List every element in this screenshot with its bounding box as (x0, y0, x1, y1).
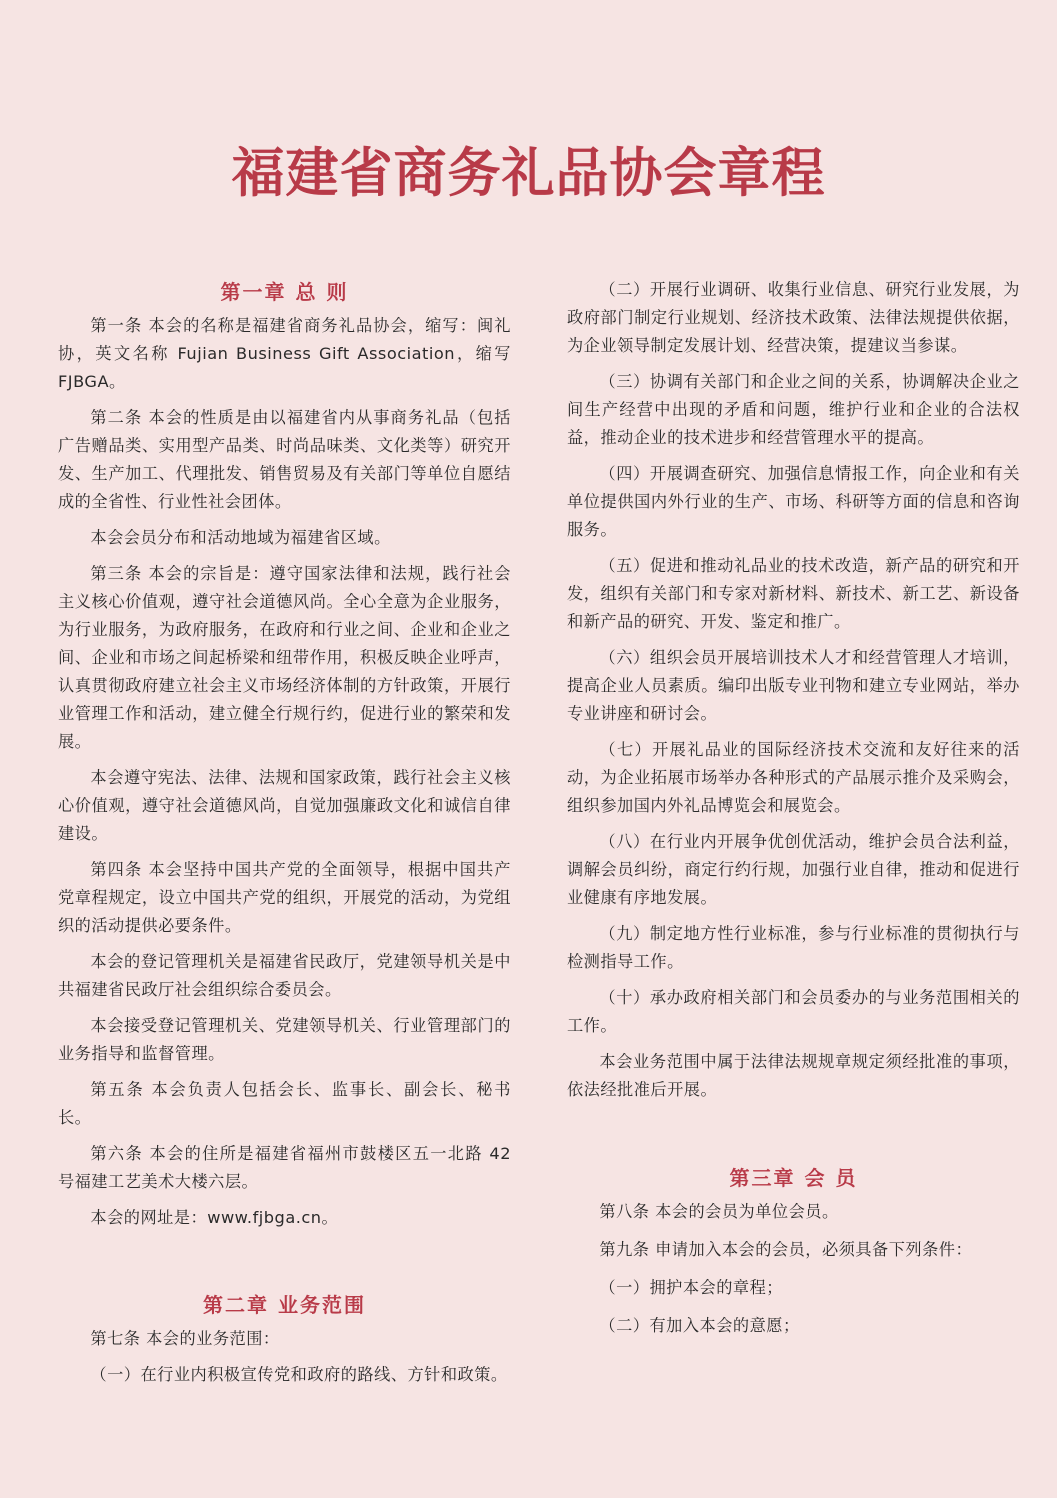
constitution-compliance-paragraph: 本会遵守宪法、法律、法规和国家政策，践行社会主义核心价值观，遵守社会道德风尚，自觉加强廉政文化和诚信自律建设。 (58, 768, 511, 843)
left-column (58, 278, 511, 1397)
member-region-paragraph: 本会会员分布和活动地域为福建省区域。 (90, 528, 391, 547)
business-scope-item-5: （五）促进和推动礼品业的技术改造，新产品的研究和开发，组织有关部门和专家对新材料、新技术、新工艺、新设备和新产品的研究、开发、鉴定和推广。 (567, 556, 1020, 631)
chapter-1-heading: 第一章 总 则 (220, 280, 349, 304)
business-scope-item-1: （一）在行业内积极宣传党和政府的路线、方针和政策。 (90, 1365, 508, 1384)
business-scope-item-9: （九）制定地方性行业标准，参与行业标准的贯彻执行与检测指导工作。 (567, 924, 1020, 971)
approval-paragraph: 本会业务范围中属于法律法规规章规定须经批准的事项，依法经批准后开展。 (567, 1052, 1020, 1099)
business-scope-item-7: （七）开展礼品业的国际经济技术交流和友好往来的活动，为企业拓展市场举办各种形式的产品展示推介及采购会，组织参加国内外礼品博览会和展览会。 (567, 740, 1020, 815)
chapter-3-heading: 第三章 会 员 (729, 1166, 858, 1190)
registration-authority-paragraph: 本会的登记管理机关是福建省民政厅，党建领导机关是中共福建省民政厅社会组织综合委员会。 (58, 952, 511, 999)
business-scope-item-2: （二）开展行业调研、收集行业信息、研究行业发展，为政府部门制定行业规划、经济技术政策、法律法规提供依据，为企业领导制定发展计划、经营决策，提建议当参谋。 (567, 280, 1020, 355)
website-paragraph: 本会的网址是：www.fjbga.cn。 (90, 1208, 339, 1227)
business-scope-item-3: （三）协调有关部门和企业之间的关系，协调解决企业之间生产经营中出现的矛盾和问题，维护行业和企业的合法权益，推动企业的技术进步和经营管理水平的提高。 (567, 372, 1020, 447)
article-8: 第八条 本会的会员为单位会员。 (599, 1202, 839, 1221)
chapter-2-heading: 第二章 业务范围 (203, 1293, 366, 1317)
article-7: 第七条 本会的业务范围： (90, 1329, 280, 1348)
membership-condition-1: （一）拥护本会的章程； (599, 1278, 783, 1297)
article-3: 第三条 本会的宗旨是：遵守国家法律和法规，践行社会主义核心价值观，遵守社会道德风尚。全心全意为企业服务，为行业服务，为政府服务，在政府和行业之间、企业和企业之间、企业和市场之间起桥梁和纽带作用，积极反映企业呼声，认真贯彻政府建立社会主义市场经济体制的方针政策，开展行业管理工作和活动，建立健全行规行约，促进行业的繁荣和发展。 (58, 564, 511, 751)
business-scope-item-8: （八）在行业内开展争优创优活动，维护会员合法利益，调解会员纠纷，商定行约行规，加强行业自律，推动和促进行业健康有序地发展。 (567, 832, 1020, 907)
membership-condition-2: （二）有加入本会的意愿； (599, 1316, 800, 1335)
business-scope-item-6: （六）组织会员开展培训技术人才和经营管理人才培训，提高企业人员素质。编印出版专业刊物和建立专业网站，举办专业讲座和研讨会。 (567, 648, 1020, 723)
article-9: 第九条 申请加入本会的会员，必须具备下列条件： (599, 1240, 973, 1259)
article-1: 第一条 本会的名称是福建省商务礼品协会，缩写：闽礼协，英文名称 Fujian Business Gift Association，缩写 FJBGA。 (58, 316, 511, 391)
article-6: 第六条 本会的住所是福建省福州市鼓楼区五一北路 42 号福建工艺美术大楼六层。 (58, 1144, 511, 1191)
supervision-paragraph: 本会接受登记管理机关、党建领导机关、行业管理部门的业务指导和监督管理。 (58, 1016, 511, 1063)
right-column (567, 276, 1020, 1350)
article-2: 第二条 本会的性质是由以福建省内从事商务礼品（包括广告赠品类、实用型产品类、时尚品味类、文化类等）研究开发、生产加工、代理批发、销售贸易及有关部门等单位自愿结成的全省性、行业性社会团体。 (58, 408, 511, 511)
document-title: 福建省商务礼品协会章程 (231, 141, 826, 204)
business-scope-item-10: （十）承办政府相关部门和会员委办的与业务范围相关的工作。 (567, 988, 1020, 1035)
article-5: 第五条 本会负责人包括会长、监事长、副会长、秘书长。 (58, 1080, 511, 1127)
business-scope-item-4: （四）开展调查研究、加强信息情报工作，向企业和有关单位提供国内外行业的生产、市场、科研等方面的信息和咨询服务。 (567, 464, 1020, 539)
article-4: 第四条 本会坚持中国共产党的全面领导，根据中国共产党章程规定，设立中国共产党的组织，开展党的活动，为党组织的活动提供必要条件。 (58, 860, 511, 935)
